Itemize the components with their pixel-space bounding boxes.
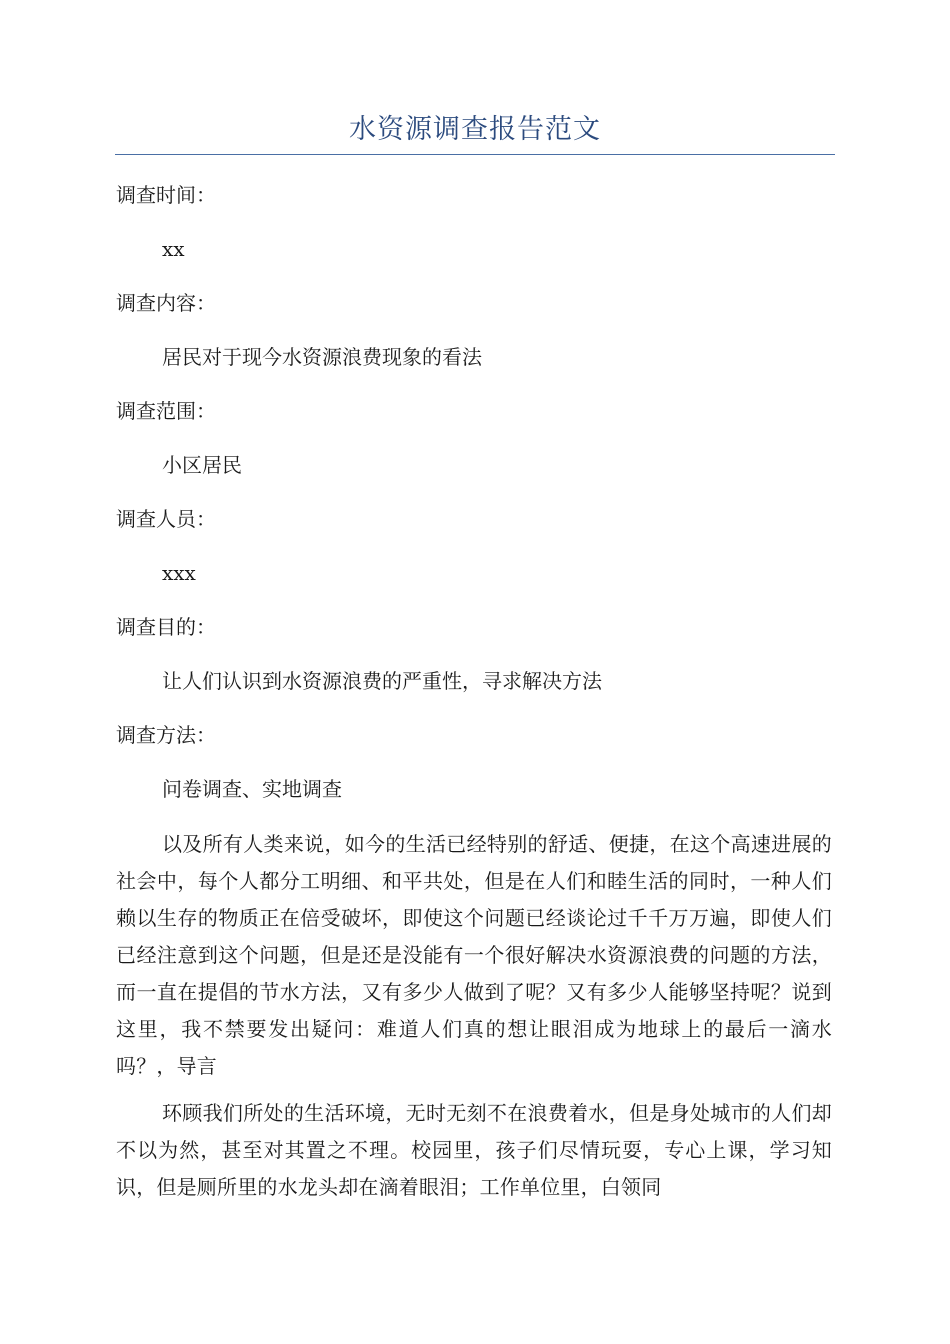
field-label-personnel: 调查人员： xyxy=(116,507,216,531)
field-value-method: 问卷调查、实地调查 xyxy=(162,777,342,801)
field-label-time: 调查时间： xyxy=(116,183,216,207)
body-paragraph-environment: 环顾我们所处的生活环境，无时无刻不在浪费着水，但是身处城市的人们却不以为然，甚至对其置之不理。校园里，孩子们尽情玩耍，专心上课，学习知识，但是厕所里的水龙头却在滴着眼泪；工作单位里，白领同 xyxy=(116,1101,832,1199)
field-value-content: 居民对于现今水资源浪费现象的看法 xyxy=(162,345,482,369)
document-body xyxy=(116,174,832,1216)
body-paragraph-intro: 以及所有人类来说，如今的生活已经特别的舒适、便捷，在这个高速进展的社会中，每个人都分工明细、和平共处，但是在人们和睦生活的同时，一种人们赖以生存的物质正在倍受破坏，即使这个问题已经谈论过千千万万遍，即使人们已经注意到这个问题，但是还是没能有一个很好解决水资源浪费的问题的方法，而一直在提倡的节水方法，又有多少人做到了呢？又有多少人能够坚持呢？说到这里，我不禁要发出疑问：难道人们真的想让眼泪成为地球上的最后一滴水吗？，导言 xyxy=(116,832,832,1078)
field-value-purpose: 让人们认识到水资源浪费的严重性，寻求解决方法 xyxy=(162,669,602,693)
field-label-method: 调查方法： xyxy=(116,723,216,747)
field-label-purpose: 调查目的： xyxy=(116,615,216,639)
field-value-personnel: xxx xyxy=(162,561,196,585)
document-title: 水资源调查报告范文 xyxy=(349,114,601,145)
field-label-content: 调查内容： xyxy=(116,291,216,315)
field-label-scope: 调查范围： xyxy=(116,399,216,423)
field-value-scope: 小区居民 xyxy=(162,453,242,477)
field-value-time: xx xyxy=(162,237,185,261)
title-underline xyxy=(115,154,835,155)
